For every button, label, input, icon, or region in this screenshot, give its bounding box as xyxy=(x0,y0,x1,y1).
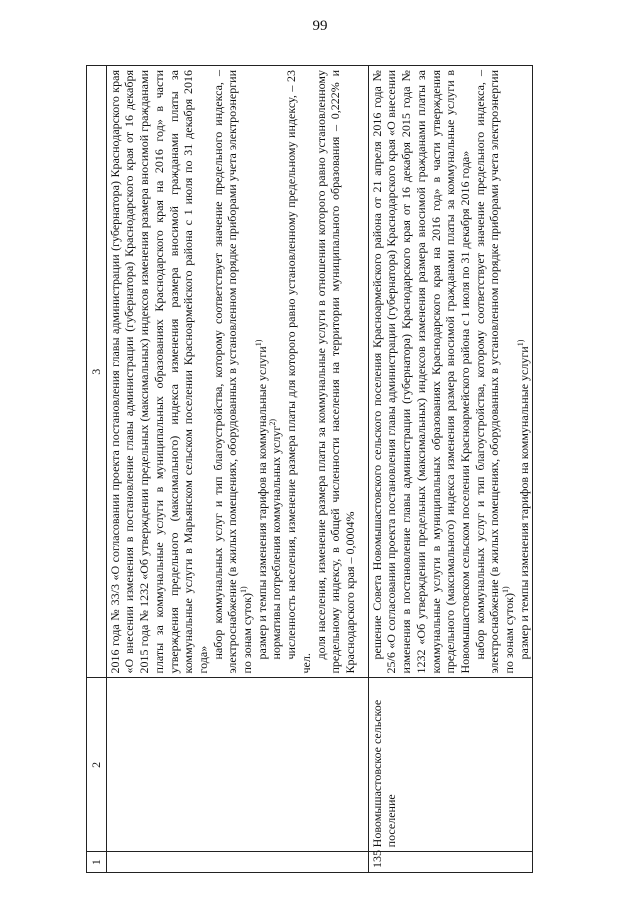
column-header: 3 xyxy=(87,66,107,679)
settlement-name: Новомышастовское сельское поселение xyxy=(368,678,533,852)
paragraph: доля населения, изменение размера платы за коммунальные услуги в отношении которого равно установленному предельному индексу, в общей численности населения на территории муниципального образования – 0,222% и Краснодарского края – 0,0004% xyxy=(313,70,357,674)
row-description xyxy=(368,66,533,679)
row-description xyxy=(106,66,368,679)
row-number xyxy=(106,852,368,873)
paragraph: набор коммунальных услуг и тип благоустройства, которому соответствует значение предельного индекса, – электроснабжение (в жилых помещениях, оборудованных в установленном порядке приборами учета электроэнергии по зонам суток)$^{1)}$ xyxy=(210,70,255,674)
paragraph: нормативы потребления коммунальных услуг$^{2)}$ xyxy=(268,418,284,660)
settlement-name xyxy=(106,678,368,852)
paragraph: размер и темпы изменения тарифов на коммунальные услуги$^{1)}$ xyxy=(253,339,269,660)
column-header: 2 xyxy=(87,678,107,852)
paragraph: решение Совета Новомышастовского сельского поселения Красноармейского района от 21 апреля 2016 года № 25/6 «О согласовании проекта постановления главы администрации (губернатора) Краснодарского края «О внесении изменения в постановление главы администрации (губернатора) Краснодарского края от 16 декабря 2015 года № 1232 «Об утверждении предельных (максимальных) индексов изменения размера вносимой гражданами платы за коммунальные услуги в муниципальных образованиях Краснодарского края на 2016 год» в части утверждения предельного (максимального) индекса изменения размера вносимой гражданами платы за коммунальные услуги в Новомышастовском сельском поселении Красноармейского района с 1 июля по 31 декабря 2016 года» xyxy=(369,70,472,674)
column-header: 1 xyxy=(87,852,107,873)
row-number: 135 xyxy=(368,852,533,873)
header-row xyxy=(87,66,107,873)
page-number: 99 xyxy=(312,18,328,34)
paragraph: размер и темпы изменения тарифов на коммунальные услуги$^{1)}$ xyxy=(515,339,531,660)
table-row xyxy=(368,66,533,873)
paragraph: 2016 года № 33/3 «О согласовании проекта постановления главы администрации (губернатора) Краснодарского края «О внесении изменения в постановление главы администрации (губернатора) Краснодарского края от 16 декабря 2015 года № 1232 «Об утверждении предельных (максимальных) индексов изменения размера вносимой гражданами платы за коммунальные услуги в муниципальных образованиях Краснодарского края на 2016 год» в части утверждения предельного (максимального) индекса изменения размера вносимой гражданами платы за коммунальные услуги в Марьянском сельском поселении Красноармейского района с 1 июля по 31 декабря 2016 года» xyxy=(107,70,210,674)
paragraph: набор коммунальных услуг и тип благоустройства, которому соответствует значение предельного индекса, – электроснабжение (в жилых помещениях, оборудованных в установленном порядке приборами учета электроэнергии по зонам суток)$^{1)}$ xyxy=(472,70,517,674)
table-row xyxy=(106,66,368,873)
paragraph: численность населения, изменение размера платы для которого равно установленному предельному индексу, – 23 чел. xyxy=(284,70,313,674)
data-table xyxy=(86,65,533,873)
rotated-table-container xyxy=(86,65,546,873)
